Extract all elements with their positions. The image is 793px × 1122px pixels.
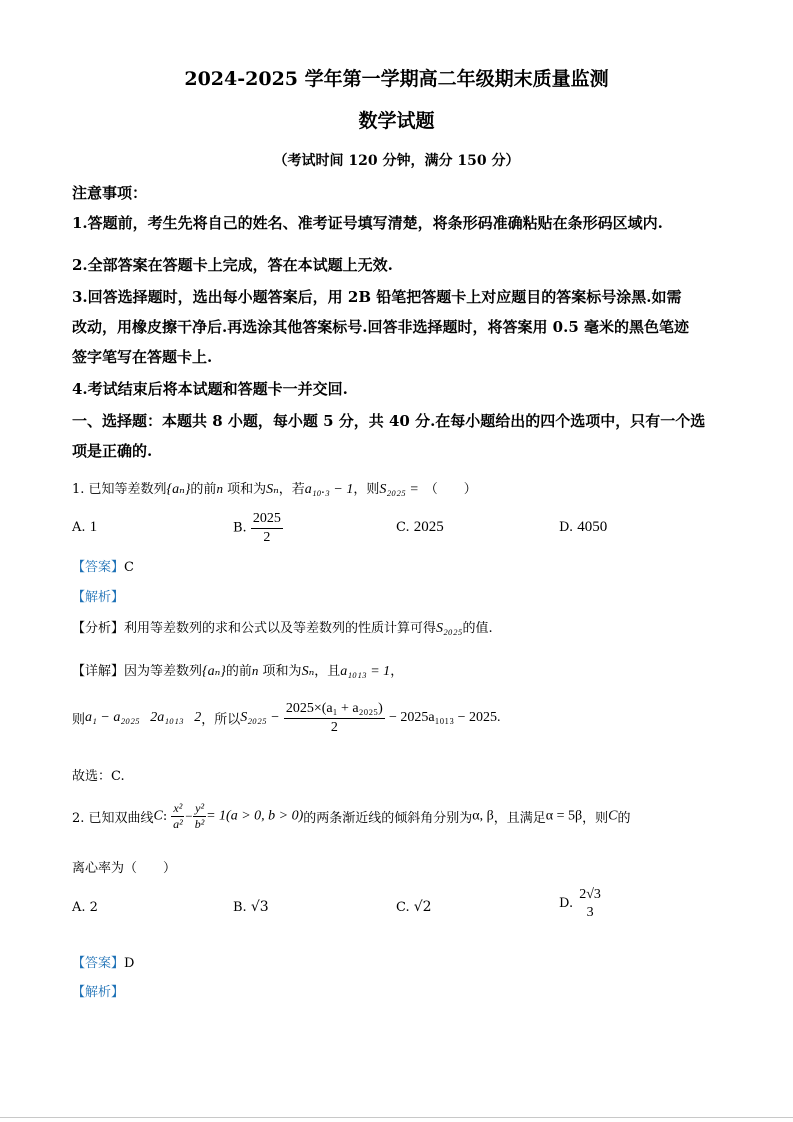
q1-option-c-label: C. — [396, 520, 410, 535]
section-1-line-1: 一、选择题：本题共 8 小题，每小题 5 分，共 40 分.在每小题给出的四个选项中，只有一个选 — [72, 412, 706, 430]
q2-stem-line-2: 离心率为（ ） — [72, 861, 177, 876]
q1-detail-condition: a₁₀₁₃ = 1 — [340, 664, 391, 679]
notes-heading: 注意事项： — [72, 184, 148, 202]
q1-calc-fraction — [284, 700, 385, 736]
q1-detail-n: n — [251, 663, 259, 678]
q1-detail-end: ， — [390, 664, 404, 679]
q1-option-a — [72, 519, 97, 536]
q1-option-d — [559, 519, 607, 536]
q2-stem-text-2: 的两条渐近线的倾斜角分别为 — [303, 811, 473, 826]
q1-calc-pre: 则 — [72, 712, 86, 728]
q2-y-numerator: y² — [195, 801, 205, 815]
q2-option-c — [396, 899, 432, 915]
page-title: 2024-2025 学年第一学期高二年级期末质量监测 — [184, 68, 609, 90]
q2-option-a-label: A. — [72, 900, 86, 915]
q2-option-b-label: B. — [233, 900, 247, 915]
q2-minus: − — [184, 808, 194, 824]
q1-ask: S₂₀₂₅ = — [379, 482, 419, 497]
q2-option-d-fraction — [577, 886, 603, 921]
q1-answer-tag: 【答案】 — [72, 560, 125, 575]
note-3-line-3: 签字笔写在答题卡上. — [72, 348, 213, 366]
q1-paren: （ ） — [424, 482, 477, 497]
q2-answer — [72, 952, 134, 971]
q2-option-d-denominator: 3 — [586, 904, 594, 920]
q1-fenxi-text: 利用等差数列的求和公式以及等差数列的性质计算可得 — [124, 621, 437, 636]
q1-detail-seq: {aₙ} — [202, 664, 226, 679]
q2-option-a — [72, 900, 98, 915]
q1-calc-sum: S₂₀₂₅ − — [240, 710, 280, 725]
q1-fenxi-sum: S₂₀₂₅ — [436, 621, 463, 636]
q1-answer-value: C — [124, 560, 134, 575]
exam-info: （考试时间 120 分钟，满分 150 分） — [273, 153, 520, 169]
q1-stem-text-5: ，则 — [353, 482, 380, 497]
q2-answer-tag: 【答案】 — [72, 956, 125, 971]
q2-relation: α = 5β — [545, 808, 583, 824]
q1-option-a-label: A. — [72, 520, 86, 535]
q2-y-denominator: b² — [194, 817, 205, 831]
q1-option-b-label: B. — [233, 520, 247, 536]
q1-calc-fraction-denominator: 2 — [330, 719, 338, 735]
q1-detail-tag: 【详解】 — [72, 664, 125, 679]
q1-answer — [72, 556, 134, 575]
q2-curve: C — [153, 808, 163, 824]
q1-fenxi-end: 的值. — [462, 621, 493, 636]
q1-detail-text: 因为等差数列 — [124, 664, 203, 679]
q1-calc-fraction-numerator: 2025×(a₁ + a₂₀₂₅) — [284, 700, 385, 719]
q2-option-a-value: 2 — [89, 900, 98, 915]
q1-n: n — [216, 481, 223, 496]
q1-detail-text-4: ，且 — [314, 664, 341, 679]
q1-stem-text: 1. 已知等差数列 — [72, 482, 167, 497]
q2-option-c-label: C. — [396, 900, 410, 915]
q2-equation: = 1(a > 0, b > 0) — [206, 808, 304, 824]
note-2: 2.全部答案在答题卡上完成，答在本试题上无效. — [72, 256, 393, 274]
page-bottom-rule — [0, 1117, 793, 1118]
q1-analysis-tag: 【解析】 — [72, 590, 125, 605]
q2-x-fraction — [171, 801, 184, 832]
q2-stem — [72, 801, 630, 832]
q1-detail-sum: Sₙ — [301, 664, 315, 679]
q1-calc-rest: − 2025a₁₀₁₃ − 2025. — [388, 710, 501, 725]
q2-option-d-numerator: 2√3 — [579, 887, 601, 902]
note-1: 1.答题前，考生先将自己的姓名、准考证号填写清楚，将条形码准确粘贴在条形码区域内. — [72, 214, 663, 232]
note-3-line-1: 3.回答选择题时，选出每小题答案后，用 2B 铅笔把答题卡上对应题目的答案标号涂黑.如需 — [72, 288, 682, 306]
q1-option-b-denominator: 2 — [263, 529, 271, 545]
q1-stem-text-3: 项和为 — [222, 482, 267, 497]
q1-seq: {aₙ} — [166, 482, 191, 497]
q2-option-b-value: √3 — [250, 899, 269, 915]
q2-stem-text-3: ，且满足 — [493, 811, 546, 826]
q1-option-b — [233, 510, 283, 546]
q1-option-c — [396, 519, 444, 536]
q1-stem-text-4: ，若 — [278, 482, 305, 497]
q1-detail-text-2: 的前 — [225, 664, 252, 679]
note-4: 4.考试结束后将本试题和答题卡一并交回. — [72, 380, 348, 398]
q1-detail — [72, 660, 403, 680]
q2-option-d — [559, 886, 603, 921]
q1-detail-text-3: 项和为 — [258, 664, 302, 679]
q2-option-c-value: √2 — [413, 899, 432, 915]
q2-answer-value: D — [124, 956, 135, 971]
q2-option-b — [233, 899, 269, 915]
q1-option-b-fraction — [251, 510, 283, 546]
q2-stem-text: 2. 已知双曲线 — [72, 811, 154, 826]
q1-fenxi — [72, 617, 493, 637]
q2-angles: α, β — [472, 808, 494, 824]
q1-condition: a₁₀.₃ − 1 — [304, 482, 354, 497]
q1-fenxi-tag: 【分析】 — [72, 621, 125, 636]
q2-x-numerator: x² — [173, 801, 183, 815]
q2-analysis-tag: 【解析】 — [72, 985, 125, 1000]
q2-stem-end: 的 — [617, 811, 631, 826]
q1-option-b-numerator: 2025 — [251, 510, 283, 529]
q2-x-denominator: a² — [173, 817, 183, 831]
q1-stem — [72, 478, 477, 498]
note-3-line-2: 改动，用橡皮擦干净后.再选涂其他答案标号.回答非选择题时，将答案用 0.5 毫米的黑色笔迹 — [72, 318, 689, 336]
q1-calc-expression: a₁ − a₂₀₂₅ 2a₁₀₁₃ 2 — [85, 710, 202, 725]
q1-conclusion: 故选：C. — [72, 769, 125, 784]
q2-curve-2: C — [608, 808, 618, 824]
q2-option-d-label: D. — [559, 896, 574, 911]
q1-sum: Sₙ — [266, 482, 279, 497]
q1-option-c-value: 2025 — [413, 519, 444, 535]
q1-stem-text-2: 的前 — [190, 482, 217, 497]
q1-calculation — [72, 700, 500, 736]
q2-colon: : — [162, 809, 168, 824]
q1-calc-mid: ，所以 — [201, 712, 241, 728]
q2-stem-text-4: ，则 — [582, 811, 609, 826]
q1-option-d-value: 4050 — [577, 519, 608, 535]
q1-option-d-label: D. — [559, 520, 574, 535]
section-1-line-2: 项是正确的. — [72, 442, 153, 460]
page-subtitle: 数学试题 — [358, 110, 435, 132]
q1-option-a-value: 1 — [89, 519, 98, 535]
q2-y-fraction — [193, 801, 206, 832]
